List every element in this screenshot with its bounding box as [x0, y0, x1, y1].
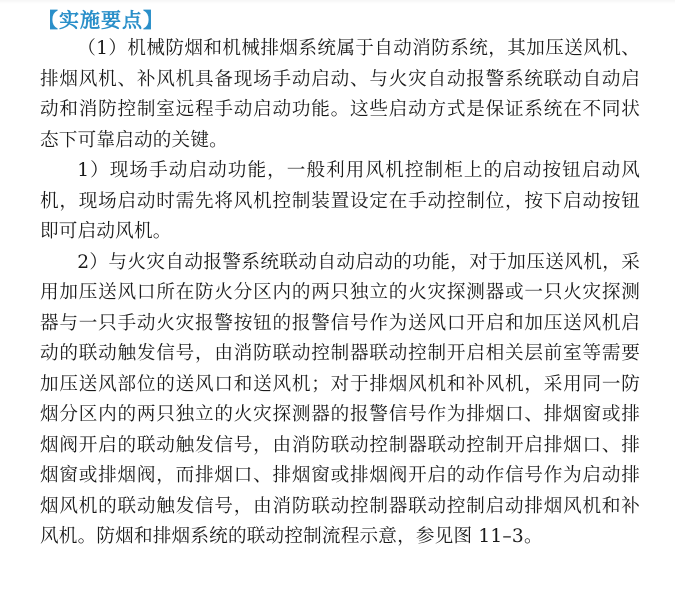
body-text [40, 34, 640, 553]
paragraph-1: （1）机械防烟和机械排烟系统属于自动消防系统，其加压送风机、排烟风机、补风机具备现场手动启动、与火灾自动报警系统联动自动启动和消防控制室远程手动启动功能。这些启动方式是保证系统在不同状态下可靠启动的关键。 [40, 38, 640, 151]
page-top-edge [0, 0, 675, 4]
paragraph-2: 1）现场手动启动功能，一般利用风机控制柜上的启动按钮启动风机，现场启动时需先将风机控制装置设定在手动控制位，按下启动按钮即可启动风机。 [40, 160, 640, 242]
section-heading: 【实施要点】 [38, 8, 164, 32]
paragraph-3: 2）与火灾自动报警系统联动自动启动的功能，对于加压送风机，采用加压送风口所在防火分区内的两只独立的火灾探测器或一只火灾探测器与一只手动火灾报警按钮的报警信号作为送风口开启和加压送风机启动的联动触发信号，由消防联动控制器联动控制开启相关层前室等需要加压送风部位的送风口和送风机；对于排烟风机和补风机，采用同一防烟分区内的两只独立的火灾探测器的报警信号作为排烟口、排烟窗或排烟阀开启的联动触发信号，由消防联动控制器联动控制开启排烟口、排烟窗或排烟阀，而排烟口、排烟窗或排烟阀开启的动作信号作为启动排烟风机的联动触发信号，由消防联动控制器联动控制启动排烟风机和补风机。防烟和排烟系统的联动控制流程示意，参见图 11–3。 [40, 251, 640, 547]
